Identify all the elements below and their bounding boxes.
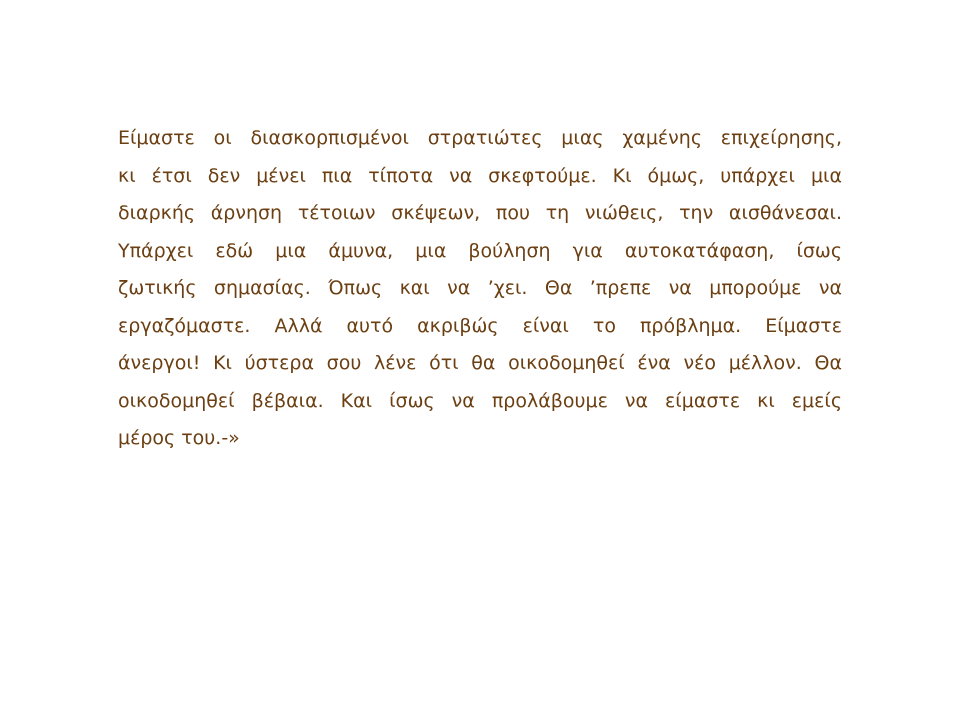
paragraph-line: μέρος του.-» (118, 427, 240, 449)
paragraph-line: Υπάρχει εδώ μια άμυνα, μια βούληση για αυτοκατάφαση, ίσως (118, 239, 842, 262)
paragraph-line: κι έτσι δεν μένει πια τίποτα να σκεφτούμε. Κι όμως, υπάρχει μια (118, 164, 842, 187)
quote-paragraph (118, 120, 842, 458)
paragraph-line: ζωτικής σημασίας. Όπως και να ’χει. Θα ’πρεπε να μπορούμε να (118, 277, 842, 299)
paragraph-line: διαρκής άρνηση τέτοιων σκέψεων, που τη νιώθεις, την αισθάνεσαι. (118, 202, 842, 224)
paragraph-line: οικοδομηθεί βέβαια. Και ίσως να προλάβουμε να είμαστε κι εμείς (118, 389, 842, 412)
paragraph-line: Είμαστε οι διασκορπισμένοι στρατιώτες μιας χαμένης επιχείρησης, (118, 127, 842, 149)
paragraph-line: εργαζόμαστε. Αλλά αυτό ακριβώς είναι το πρόβλημα. Είμαστε (118, 314, 842, 337)
paragraph-line: άνεργοι! Κι ύστερα σου λένε ότι θα οικοδομηθεί ένα νέο μέλλον. Θα (118, 352, 842, 374)
